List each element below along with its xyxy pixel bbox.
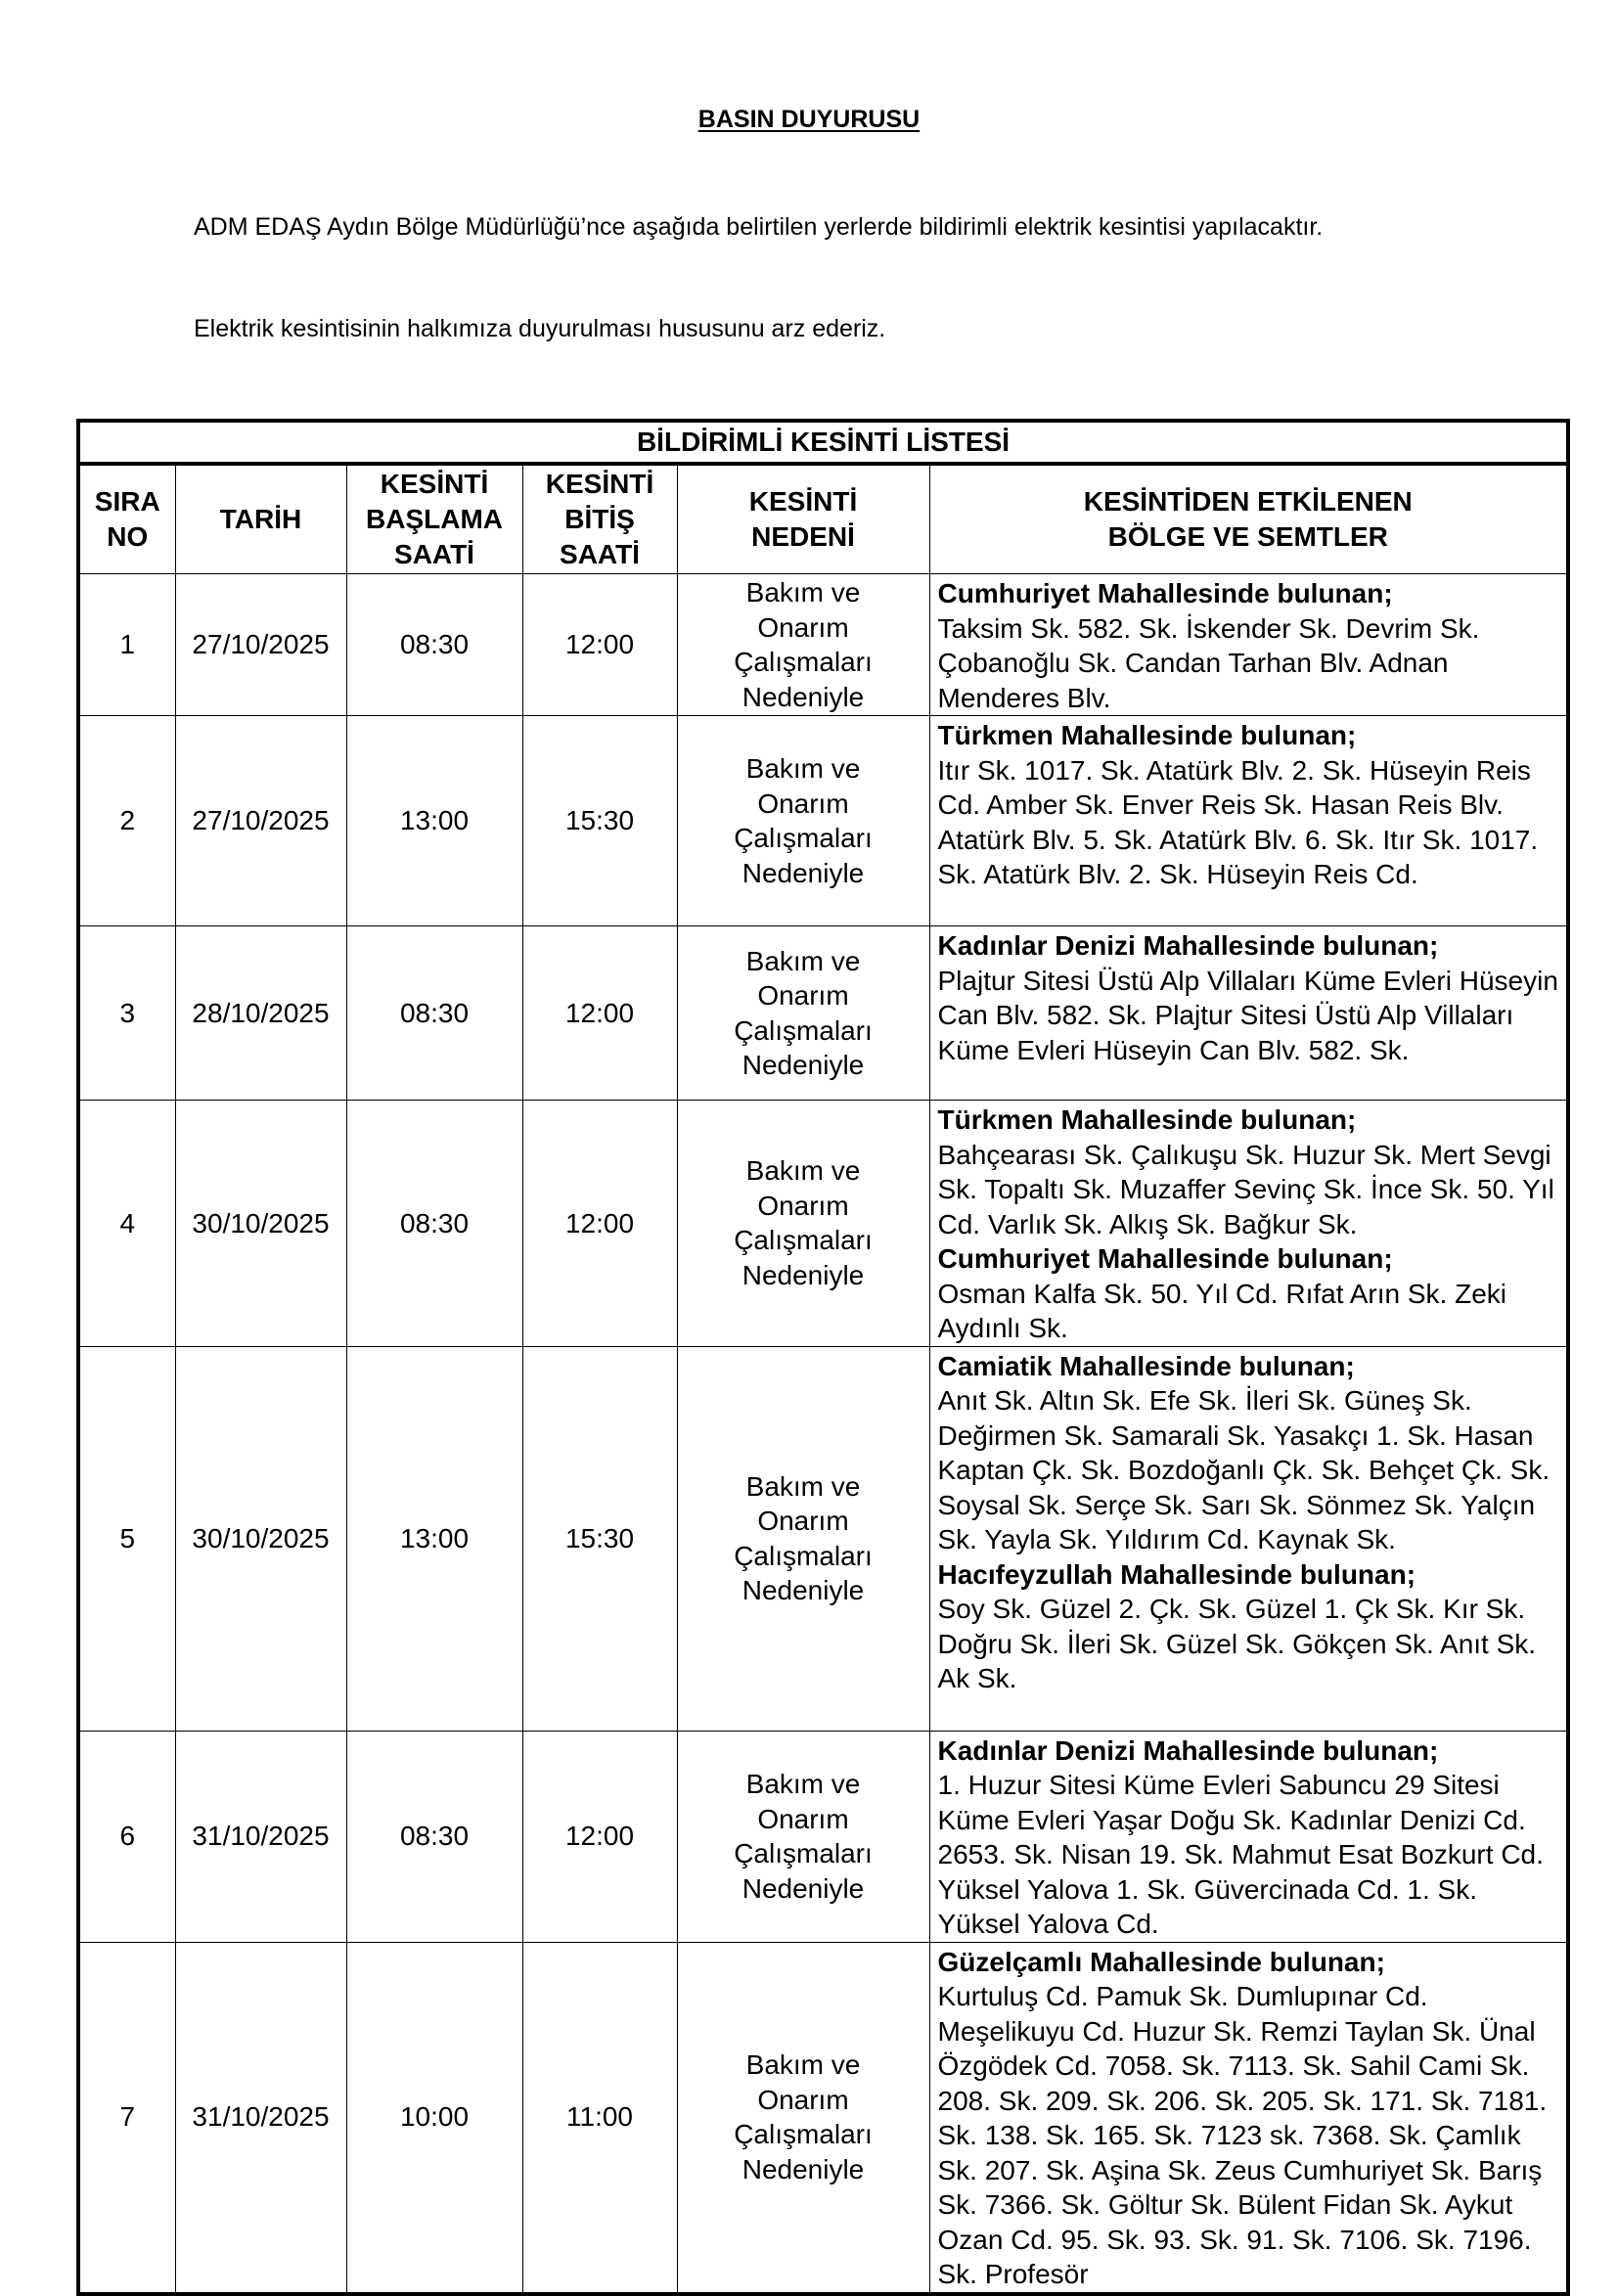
row-start: 08:30 bbox=[346, 1101, 522, 1347]
row-no: 4 bbox=[78, 1101, 175, 1347]
col-header-date: TARİH bbox=[175, 464, 346, 574]
streets: Itır Sk. 1017. Sk. Atatürk Blv. 2. Sk. Hüseyin Reis Cd. Amber Sk. Enver Reis Sk. Hasan Reis Blv. Atatürk Blv. 5. Sk. Atatürk Blv. 6. Sk. Itır Sk. 1017. Sk. Atatürk Blv. 2. Sk. Hüseyin Reis Cd. bbox=[937, 754, 1539, 889]
row-areas bbox=[929, 1731, 1568, 1942]
neighborhood: Kadınlar Denizi Mahallesinde bulunan; bbox=[937, 1734, 1439, 1766]
col-header-no: SIRA NO bbox=[78, 464, 175, 574]
row-reason: Bakım ve Onarım Çalışmaları Nedeniyle bbox=[677, 716, 929, 926]
row-reason: Bakım ve Onarım Çalışmaları Nedeniyle bbox=[677, 574, 929, 716]
row-no: 7 bbox=[78, 1942, 175, 2294]
col-header-reason: KESİNTİ NEDENİ bbox=[677, 464, 929, 574]
intro-paragraph: ADM EDAŞ Aydın Bölge Müdürlüğü’nce aşağıda belirtilen yerlerde bildirimli elektrik kesintisi yapılacaktır. bbox=[194, 213, 1324, 241]
title-text: BASIN DUYURUSU bbox=[697, 106, 921, 133]
row-start: 10:00 bbox=[346, 1942, 522, 2294]
row-start: 08:30 bbox=[346, 926, 522, 1101]
neighborhood: Türkmen Mahallesinde bulunan; bbox=[937, 1104, 1357, 1135]
row-end: 12:00 bbox=[522, 1731, 677, 1942]
closing-paragraph: Elektrik kesintisinin halkımıza duyurulması hususunu arz ederiz. bbox=[194, 315, 886, 342]
row-areas bbox=[929, 574, 1568, 716]
neighborhood: Cumhuriyet Mahallesinde bulunan; bbox=[937, 578, 1393, 608]
row-no: 5 bbox=[78, 1346, 175, 1731]
row-start: 08:30 bbox=[346, 574, 522, 716]
table-row bbox=[78, 1346, 1568, 1731]
row-start: 13:00 bbox=[346, 1346, 522, 1731]
row-areas bbox=[929, 1942, 1568, 2294]
page-title bbox=[0, 106, 1618, 134]
row-start: 13:00 bbox=[346, 716, 522, 926]
row-no: 2 bbox=[78, 716, 175, 926]
row-areas bbox=[929, 1346, 1568, 1731]
neighborhood: Türkmen Mahallesinde bulunan; bbox=[937, 720, 1357, 750]
row-date: 28/10/2025 bbox=[175, 926, 346, 1101]
row-reason: Bakım ve Onarım Çalışmaları Nedeniyle bbox=[677, 1731, 929, 1942]
neighborhood: Kadınlar Denizi Mahallesinde bulunan; bbox=[937, 930, 1439, 961]
row-date: 30/10/2025 bbox=[175, 1101, 346, 1347]
table-row bbox=[78, 1731, 1568, 1942]
streets: 1. Huzur Sitesi Küme Evleri Sabuncu 29 Sitesi Küme Evleri Yaşar Doğu Sk. Kadınlar Denizi Cd. 2653. Sk. Nisan 19. Sk. Mahmut Esat Bozkurt Cd. Yüksel Yalova 1. Sk. Güvercinada Cd. 1. Sk. Yüksel Yalova Cd. bbox=[937, 1770, 1544, 1939]
table-row bbox=[78, 926, 1568, 1101]
row-areas bbox=[929, 716, 1568, 926]
row-reason: Bakım ve Onarım Çalışmaları Nedeniyle bbox=[677, 1346, 929, 1731]
row-no: 3 bbox=[78, 926, 175, 1101]
row-areas bbox=[929, 926, 1568, 1101]
neighborhood: Hacıfeyzullah Mahallesinde bulunan; bbox=[937, 1558, 1416, 1590]
row-no: 6 bbox=[78, 1731, 175, 1942]
row-date: 30/10/2025 bbox=[175, 1346, 346, 1731]
outage-table bbox=[76, 419, 1570, 2296]
row-end: 12:00 bbox=[522, 1101, 677, 1347]
row-no: 1 bbox=[78, 574, 175, 716]
row-date: 27/10/2025 bbox=[175, 716, 346, 926]
streets: Taksim Sk. 582. Sk. İskender Sk. Devrim Sk. Çobanoğlu Sk. Candan Tarhan Blv. Adnan Menderes Blv. bbox=[937, 612, 1480, 713]
row-reason: Bakım ve Onarım Çalışmaları Nedeniyle bbox=[677, 926, 929, 1101]
streets: Soy Sk. Güzel 2. Çk. Sk. Güzel 1. Çk Sk. Kır Sk. Doğru Sk. İleri Sk. Güzel Sk. Gökçen Sk. Anıt Sk. Ak Sk. bbox=[937, 1594, 1537, 1693]
streets: Bahçearası Sk. Çalıkuşu Sk. Huzur Sk. Mert Sevgi Sk. Topaltı Sk. Muzaffer Sevinç Sk. İnce Sk. 50. Yıl Cd. Varlık Sk. Alkış Sk. Bağkur Sk. bbox=[937, 1139, 1554, 1239]
row-end: 15:30 bbox=[522, 716, 677, 926]
row-date: 27/10/2025 bbox=[175, 574, 346, 716]
col-header-start: KESİNTİ BAŞLAMA SAATİ bbox=[346, 464, 522, 574]
streets: Osman Kalfa Sk. 50. Yıl Cd. Rıfat Arın Sk. Zeki Aydınlı Sk. bbox=[937, 1278, 1506, 1343]
neighborhood: Güzelçamlı Mahallesinde bulunan; bbox=[937, 1946, 1385, 1977]
row-end: 15:30 bbox=[522, 1346, 677, 1731]
row-end: 12:00 bbox=[522, 926, 677, 1101]
streets: Kurtuluş Cd. Pamuk Sk. Dumlupınar Cd. Meşelikuyu Cd. Huzur Sk. Remzi Taylan Sk. Ünal Özgödek Cd. 7058. Sk. 7113. Sk. Sahil Cami Sk. 208. Sk. 209. Sk. 206. Sk. 205. Sk. 171. Sk. 7181. Sk. 138. Sk. 165. Sk. 7123 sk. 7368. Sk. Çamlık Sk. 207. Sk. Aşina Sk. Zeus Cumhuriyet Sk. Barış Sk. 7366. Sk. Göltur Sk. Bülent Fidan Sk. Aykut Ozan Cd. 95. Sk. 93. Sk. 91. Sk. 7106. Sk. 7196. Sk. Profesör bbox=[937, 1981, 1548, 2289]
row-end: 12:00 bbox=[522, 574, 677, 716]
streets: Plajtur Sitesi Üstü Alp Villaları Küme Evleri Hüseyin Can Blv. 582. Sk. Plajtur Sitesi Üstü Alp Villaları Küme Evleri Hüseyin Can Blv. 582. Sk. bbox=[937, 965, 1558, 1065]
row-date: 31/10/2025 bbox=[175, 1942, 346, 2294]
table-title: BİLDİRİMLİ KESİNTİ LİSTESİ bbox=[78, 421, 1568, 464]
row-reason: Bakım ve Onarım Çalışmaları Nedeniyle bbox=[677, 1101, 929, 1347]
col-header-end: KESİNTİ BİTİŞ SAATİ bbox=[522, 464, 677, 574]
streets: Anıt Sk. Altın Sk. Efe Sk. İleri Sk. Güneş Sk. Değirmen Sk. Samarali Sk. Yasakçı 1. Sk. Hasan Kaptan Çk. Sk. Bozdoğanlı Çk. Sk. Behçet Çk. Sk. Soysal Sk. Serçe Sk. Sarı Sk. Sönmez Sk. Yalçın Sk. Yayla Sk. Yıldırım Cd. Kaynak Sk. bbox=[937, 1385, 1551, 1554]
table-row bbox=[78, 574, 1568, 716]
table-row bbox=[78, 1942, 1568, 2294]
neighborhood: Camiatik Mahallesinde bulunan; bbox=[937, 1350, 1355, 1381]
neighborhood: Cumhuriyet Mahallesinde bulunan; bbox=[937, 1243, 1393, 1274]
table-row bbox=[78, 1101, 1568, 1347]
row-date: 31/10/2025 bbox=[175, 1731, 346, 1942]
col-header-areas: KESİNTİDEN ETKİLENEN BÖLGE VE SEMTLER bbox=[929, 464, 1568, 574]
row-end: 11:00 bbox=[522, 1942, 677, 2294]
row-start: 08:30 bbox=[346, 1731, 522, 1942]
row-areas bbox=[929, 1101, 1568, 1347]
row-reason: Bakım ve Onarım Çalışmaları Nedeniyle bbox=[677, 1942, 929, 2294]
table-row bbox=[78, 716, 1568, 926]
